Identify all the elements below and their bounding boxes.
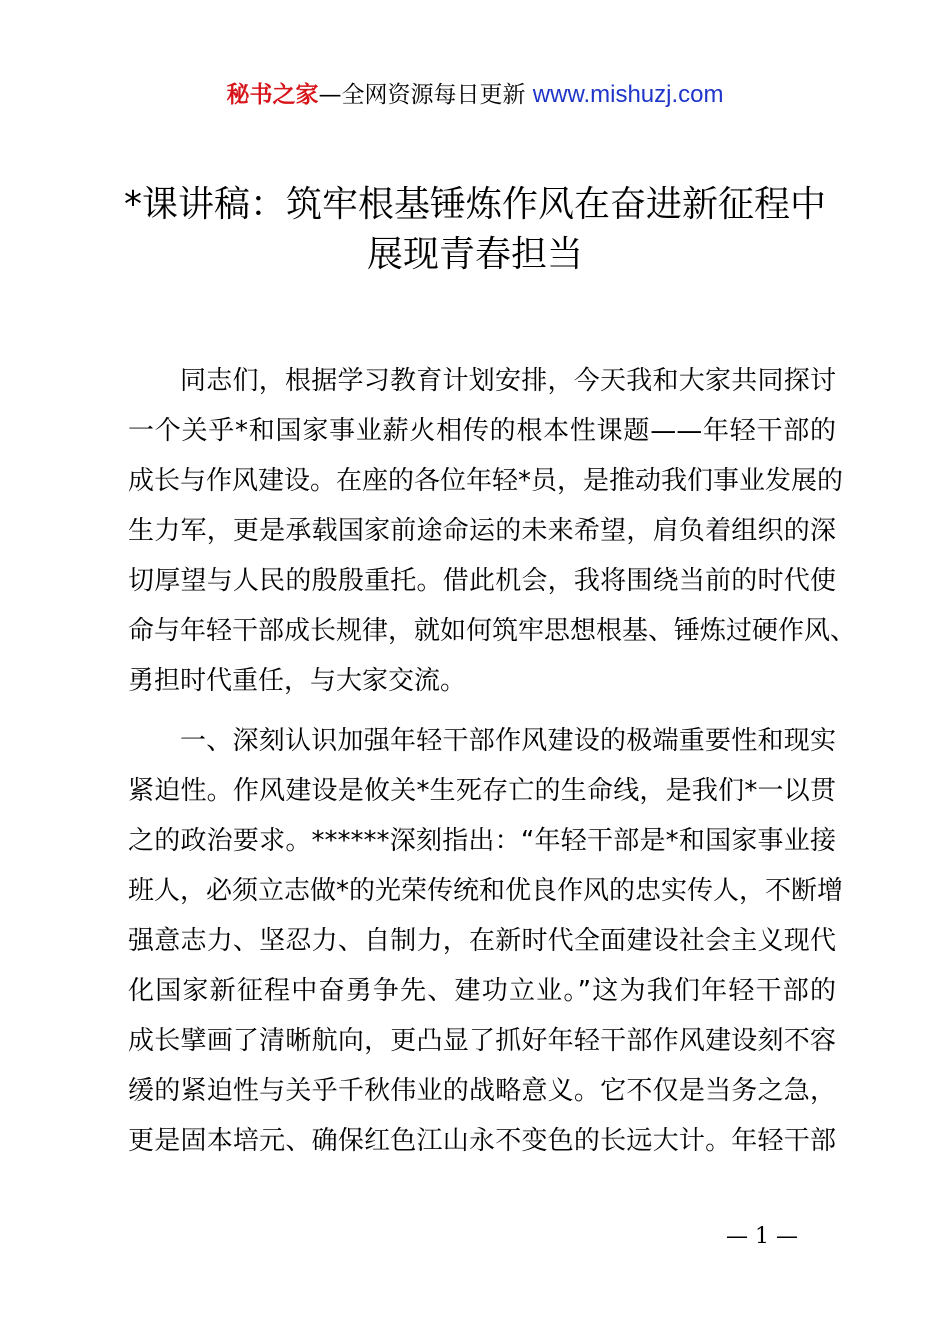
- text-line: 更是固本培元、确保红色江山永不变色的长远大计。年轻干部: [128, 1126, 836, 1156]
- text-line: 同志们，根据学习教育计划安排，今天我和大家共同探讨: [180, 366, 836, 396]
- text-line: 切厚望与人民的殷殷重托。借此机会，我将围绕当前的时代使: [128, 566, 836, 596]
- text-line: 一个关乎*和国家事业薪火相传的根本性课题——年轻干部的: [128, 416, 836, 446]
- text-line: 一、深刻认识加强年轻干部作风建设的极端重要性和现实: [180, 726, 836, 756]
- brand-name: 秘书之家: [226, 82, 319, 108]
- title-line-2: 展现青春担当: [366, 234, 583, 275]
- site-slogan: —全网资源每日更新: [318, 82, 526, 108]
- text-line: 化国家新征程中奋勇争先、建功立业。”这为我们年轻干部的: [128, 976, 836, 1006]
- text-line: 成长擘画了清晰航向，更凸显了抓好年轻干部作风建设刻不容: [128, 1026, 836, 1056]
- document-title: [90, 180, 860, 280]
- title-line-1: *课讲稿：筑牢根基锤炼作风在奋进新征程中: [123, 184, 826, 225]
- text-line: 强意志力、坚忍力、自制力，在新时代全面建设社会主义现代: [128, 926, 836, 956]
- site-url-link[interactable]: www.mishuzj.com: [532, 81, 724, 108]
- text-line: 班人，必须立志做*的光荣传统和优良作风的忠实传人，不断增: [128, 876, 844, 906]
- text-line: 勇担时代重任，与大家交流。: [128, 666, 467, 696]
- text-line: 生力军，更是承载国家前途命运的未来希望，肩负着组织的深: [128, 516, 836, 546]
- text-line: 之的政治要求。******深刻指出：“年轻干部是*和国家事业接: [128, 826, 836, 856]
- text-line: 缓的紧迫性与关乎千秋伟业的战略意义。它不仅是当务之急，: [128, 1076, 836, 1106]
- text-line: 命与年轻干部成长规律，就如何筑牢思想根基、锤炼过硬作风、: [128, 616, 857, 646]
- text-line: 紧迫性。作风建设是攸关*生死存亡的生命线，是我们*一以贯: [128, 776, 836, 806]
- page-number: — 1 —: [726, 1224, 798, 1249]
- text-line: 成长与作风建设。在座的各位年轻*员，是推动我们事业发展的: [128, 466, 844, 496]
- paragraph-section-one: [128, 716, 844, 1166]
- site-header: [0, 78, 950, 112]
- paragraph-intro: [128, 356, 857, 706]
- document-body: [128, 356, 857, 1176]
